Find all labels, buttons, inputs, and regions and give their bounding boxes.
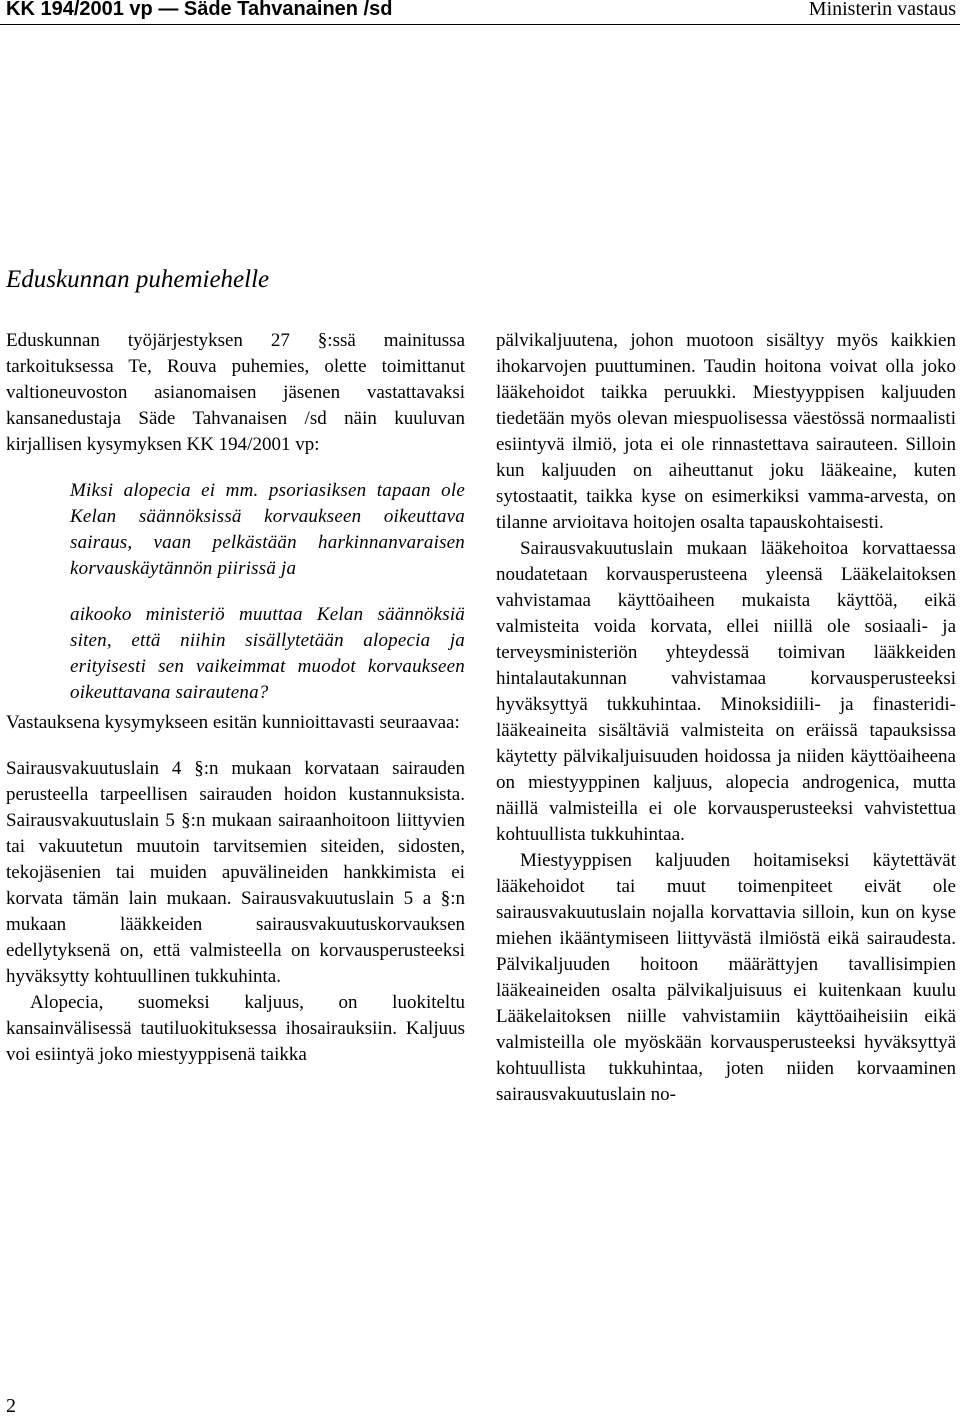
question-paragraph-2: aikooko ministeriö muuttaa Kelan säännöksiä siten, että niihin sisällytetään alopecia ja erityisesti sen vaikeimmat muodot korvaukseen oikeuttavana sairautena? xyxy=(70,604,465,703)
question-paragraph-1: Miksi alopecia ei mm. psoriasiksen tapaan ole Kelan säännöksissä korvaukseen oikeuttava sairaus, vaan pelkästään harkinnanvaraisen korvauskäytännön piirissä ja xyxy=(70,480,465,579)
intro-paragraph: Eduskunnan työjärjestyksen 27 §:ssä mainitussa tarkoituksessa Te, Rouva puhemies, olette toimittanut valtioneuvoston asianomaisen jäsenen vastattavaksi kansanedustaja Säde Tahvanaisen /sd näin kuuluvan kirjallisen kysymyksen KK 194/2001 vp: xyxy=(6,330,465,455)
right-paragraph-1: pälvikaljuutena, johon muotoon sisältyy myös kaikkien ihokarvojen puuttuminen. Taudin hoitona voivat olla joko lääkehoidot taikka peruukki. Miestyyppisen kaljuuden tiedetään myös olevan miespuolisessa väestössä normaalisti esiintyvä ilmiö, jota ei ole rinnastettava sairauteen. Silloin kun kaljuuden on aiheuttanut joku lääkeaine, kuten sytostaatit, taikka kyse on esimerkiksi vamma-arvesta, on tilanne arvioitava hoitojen osalta tapauskohtaisesti. xyxy=(496,330,956,533)
page-header xyxy=(0,0,960,24)
salutation-heading: Eduskunnan puhemiehelle xyxy=(6,266,270,293)
left-column xyxy=(6,328,465,1068)
answer-paragraph-1: Sairausvakuutuslain 4 §:n mukaan korvataan sairauden perusteella tarpeellisen sairauden hoidon kustannuksista. Sairausvakuutuslain 5 §:n mukaan sairaanhoitoon liittyvien tai vakuutetun muutoin tarvitsemien siteiden, sidosten, tekojäsenien tai muiden apuvälineiden hankkimista ei korvata tämän lain mukaan. Sairausvakuutuslain 5 a §:n mukaan lääkkeiden sairausvakuutuskorvauksen edellytyksenä on, että valmisteella on korvausperusteeksi hyväksytty kohtuullinen tukkuhinta. xyxy=(6,758,465,987)
page-number: 2 xyxy=(6,1395,16,1417)
answer-paragraph-2: Alopecia, suomeksi kaljuus, on luokiteltu kansainvälisessä tautiluokituksessa ihosairauksiin. Kaljuus voi esiintyä joko miestyyppisenä taikka xyxy=(6,992,465,1065)
right-paragraph-3: Miestyyppisen kaljuuden hoitamiseksi käytettävät lääkehoidot tai muut toimenpiteet eivät ole sairausvakuutuslain nojalla korvattavia silloin, kun on kyse miehen ikääntymiseen liittyvästä ilmiöstä eikä sairaudesta. Pälvikaljuuden hoitoon määrättyjen tavallisimpien lääkeaineiden osalta pälvikaljuisuus ei kuitenkaan kuulu Lääkelaitoksen niille vahvistamiin käyttöaiheisiin eikä valmisteilla ole myöskään korvausperusteeksi hyväksyttyä kohtuullista tukkuhintaa, joten niiden korvaaminen sairausvakuutuslain no- xyxy=(496,850,956,1105)
answer-intro-paragraph: Vastauksena kysymykseen esitän kunnioittavasti seuraavaa: xyxy=(6,712,460,733)
document-reference: KK 194/2001 vp — Säde Tahvanainen /sd xyxy=(6,0,393,20)
header-divider xyxy=(0,24,960,25)
right-paragraph-2: Sairausvakuutuslain mukaan lääkehoitoa korvattaessa noudatetaan korvausperusteena yleensä Lääkelaitoksen vahvistamaa käyttöaiheen mukaista käyttöä, eikä valmisteita voida korvata, ellei niillä ole sosiaali- ja terveysministeriön yhteydessä toimivan lääkkeiden hintalautakunnan vahvistamaa korvausperusteeksi hyväksyttyä tukkuhintaa. Minoksidiili- ja finasteridi-lääkeaineita sisältäviä valmisteita on eräissä tapauksissa käytetty pälvikaljuisuuden hoidossa ja niiden käyttöaiheena on miestyyppinen kaljuus, alopecia androgenica, mutta näillä valmisteilla ei ole korvausperusteeksi vahvistettua kohtuullista tukkuhintaa. xyxy=(496,538,956,845)
right-column xyxy=(496,328,956,1108)
document-type: Ministerin vastaus xyxy=(808,0,956,20)
